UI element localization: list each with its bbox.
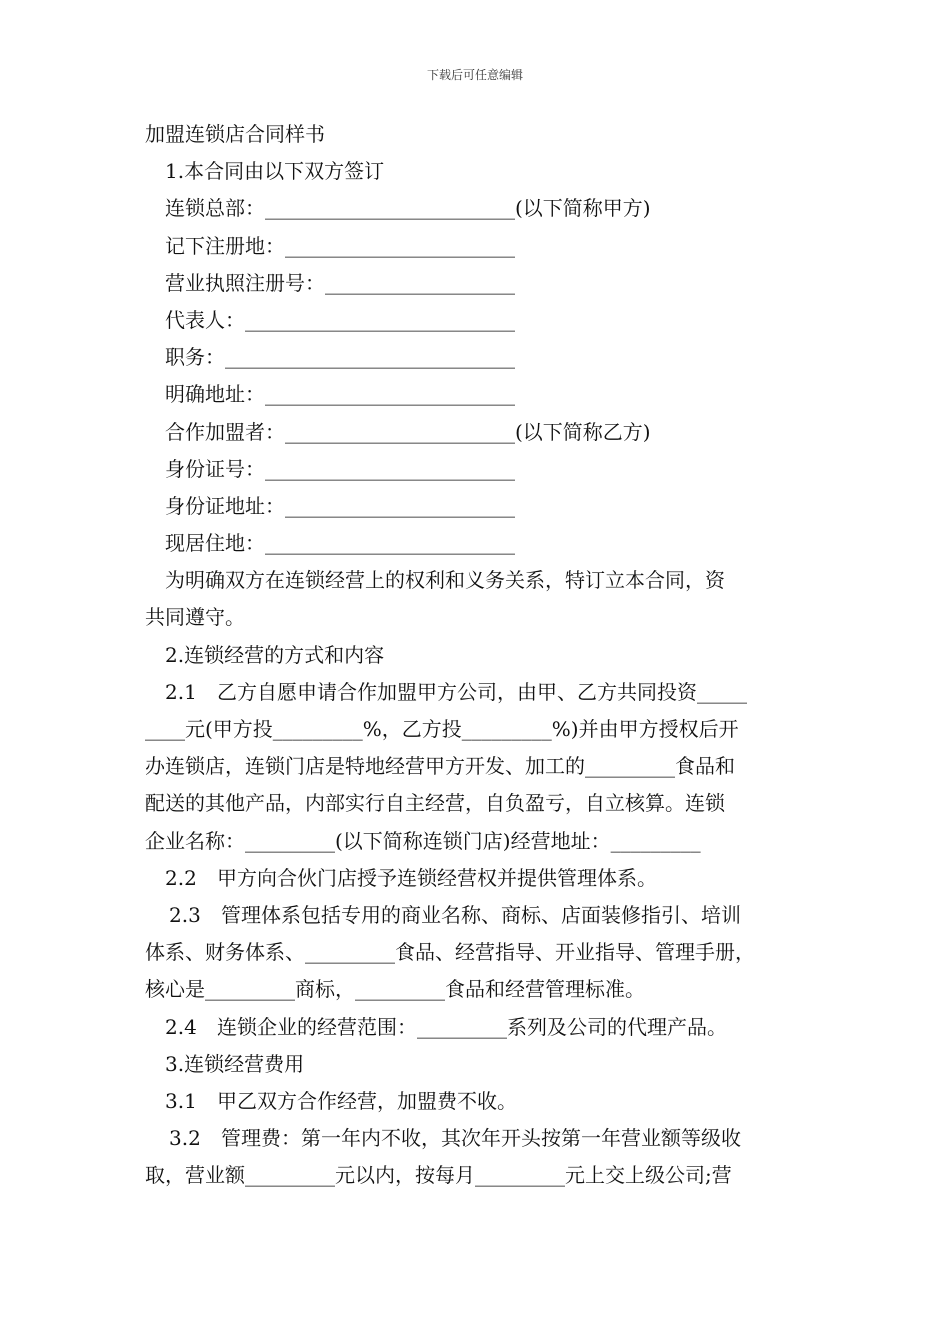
line-text: 管理体系包括专用的商业名称、商标、店面装修指引、培训 [221,902,741,927]
clause-number: 3.1 [165,1088,197,1113]
line-text: 2.连锁经营的方式和内容 [165,642,385,667]
line-text: 1.本合同由以下双方签订 [165,159,385,184]
line-text: 取，营业额_________元以内，按每月_________元上交上级公司;营 [145,1163,732,1188]
line-text: 为明确双方在连锁经营上的权利和义务关系，特订立本合同，资 [165,568,725,593]
line-text: 乙方自愿申请合作加盟甲方公司，由甲、乙方共同投资_____ [217,679,747,704]
line-text: 体系、财务体系、_________食品、经营指导、开业指导、管理手册， [145,940,755,965]
clause-number: 3.2 [169,1126,201,1151]
text-line [145,228,825,265]
text-line [145,414,825,451]
line-text: ____元(甲方投_________%，乙方投_________%)并由甲方授权后开 [145,717,739,741]
line-text: 代表人：___________________________ [165,307,515,332]
clause-number: 2.4 [165,1014,197,1039]
text-line [145,1046,825,1083]
text-line [145,1083,825,1120]
line-text: 加盟连锁店合同样书 [145,122,325,146]
document-title [145,116,825,153]
line-text: 配送的其他产品，内部实行自主经营，自负盈亏，自立核算。连锁 [145,791,725,816]
text-line [145,302,825,339]
line-text: 连锁总部：_________________________(以下简称甲方) [165,196,651,221]
contract-body [145,116,825,1194]
text-line [145,711,825,748]
line-text: 办连锁店，连锁门店是特地经营甲方开发、加工的_________食品和 [145,754,735,779]
line-text: 记下注册地：_______________________ [165,233,515,258]
text-line [145,674,825,711]
text-line [145,1120,825,1157]
line-text: 核心是_________商标，_________食品和经营管理标准。 [145,977,645,1002]
text-line [145,748,825,785]
clause-number: 2.2 [165,865,197,890]
line-text: 共同遵守。 [145,605,245,630]
line-text: 3.连锁经营费用 [165,1051,305,1076]
line-text: 连锁企业的经营范围：_________系列及公司的代理产品。 [217,1014,727,1039]
line-text: 企业名称：_________(以下简称连锁门店)经营地址：_________ [145,828,701,853]
line-text: 现居住地：_________________________ [165,531,515,556]
text-line [145,265,825,302]
text-line [145,190,825,227]
line-text: 职务：_____________________________ [165,345,515,370]
text-line [145,897,825,934]
text-line [145,860,825,897]
line-text: 身份证号：_________________________ [165,456,515,481]
text-line [145,785,825,822]
text-line [145,823,825,860]
line-text: 甲乙双方合作经营，加盟费不收。 [217,1088,517,1113]
line-text: 甲方向合伙门店授予连锁经营权并提供管理体系。 [217,865,657,890]
line-text: 管理费：第一年内不收，其次年开头按第一年营业额等级收 [221,1126,741,1151]
text-line [145,637,825,674]
text-line [145,376,825,413]
text-line [145,1009,825,1046]
text-line [145,488,825,525]
clause-number: 2.1 [165,679,197,704]
text-line [145,339,825,376]
text-line [145,1157,825,1194]
text-line [145,451,825,488]
page-header-note: 下载后可任意编辑 [426,68,523,82]
line-text: 合作加盟者：_______________________(以下简称乙方) [165,419,651,444]
text-line [145,971,825,1008]
text-line [145,153,825,190]
text-line [145,562,825,599]
line-text: 营业执照注册号：___________________ [165,270,515,295]
clause-number: 2.3 [169,902,201,927]
text-line [145,934,825,971]
line-text: 身份证地址：_______________________ [165,493,515,518]
text-line [145,599,825,636]
line-text: 明确地址：_________________________ [165,382,515,407]
text-line [145,525,825,562]
